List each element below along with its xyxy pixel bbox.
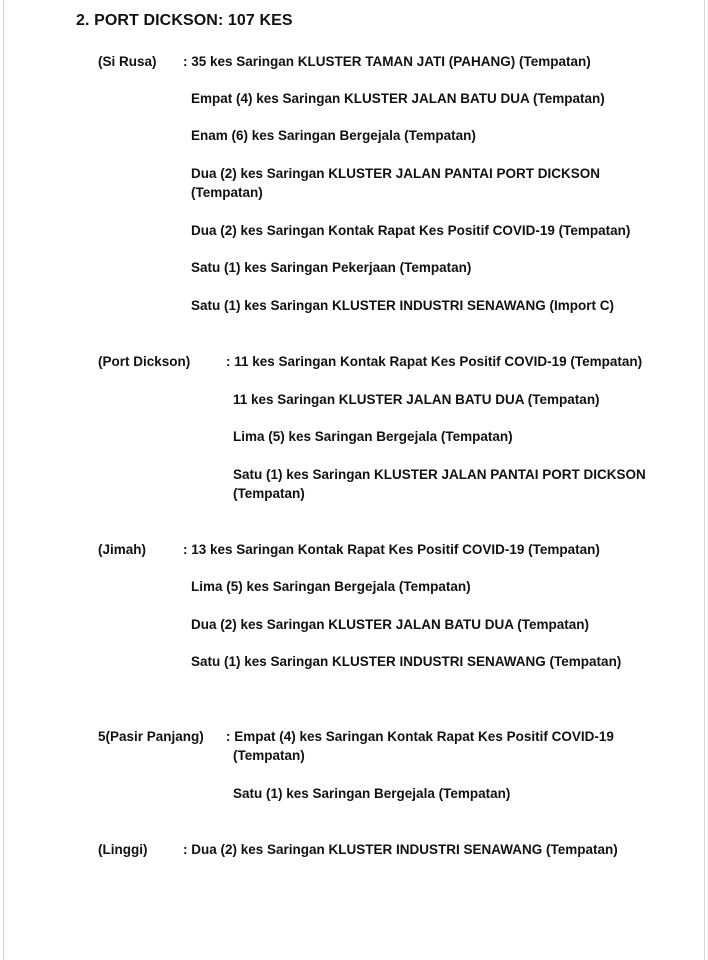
entry-si-rusa-7: Satu (1) kes Saringan KLUSTER INDUSTRI SENAWANG (Import C): [191, 298, 615, 313]
entry-si-rusa-3: Enam (6) kes Saringan Bergejala (Tempatan): [191, 128, 476, 143]
entry-port-dickson-4-cont: (Tempatan): [233, 486, 305, 501]
entry-jimah-1: : 13 kes Saringan Kontak Rapat Kes Positif COVID-19 (Tempatan): [183, 542, 600, 557]
entry-si-rusa-1: : 35 kes Saringan KLUSTER TAMAN JATI (PAHANG) (Tempatan): [183, 54, 591, 69]
entry-jimah-4: Satu (1) kes Saringan KLUSTER INDUSTRI SENAWANG (Tempatan): [191, 654, 622, 669]
entry-jimah-2: Lima (5) kes Saringan Bergejala (Tempatan): [191, 579, 471, 594]
entry-port-dickson-3: Lima (5) kes Saringan Bergejala (Tempatan): [233, 429, 513, 444]
entry-linggi-1: : Dua (2) kes Saringan KLUSTER INDUSTRI SENAWANG (Tempatan): [183, 842, 618, 857]
entry-port-dickson-2: 11 kes Saringan KLUSTER JALAN BATU DUA (Tempatan): [233, 392, 600, 407]
location-linggi: (Linggi): [98, 842, 148, 857]
location-port-dickson: (Port Dickson): [98, 354, 191, 369]
page-right-edge: [704, 0, 705, 960]
entry-si-rusa-4-cont: (Tempatan): [191, 185, 263, 200]
entry-port-dickson-1: : 11 kes Saringan Kontak Rapat Kes Positif COVID-19 (Tempatan): [226, 354, 643, 369]
entry-si-rusa-2: Empat (4) kes Saringan KLUSTER JALAN BATU DUA (Tempatan): [191, 91, 605, 106]
location-si-rusa: (Si Rusa): [98, 54, 157, 69]
entry-pasir-panjang-2: Satu (1) kes Saringan Bergejala (Tempatan): [233, 786, 511, 801]
page-left-edge: [3, 0, 4, 960]
location-jimah: (Jimah): [98, 542, 147, 557]
entry-pasir-panjang-1: : Empat (4) kes Saringan Kontak Rapat Kes Positif COVID-19: [226, 729, 614, 744]
location-pasir-panjang: 5(Pasir Panjang): [98, 729, 204, 744]
district-title: 2. PORT DICKSON: 107 KES: [76, 12, 293, 29]
entry-pasir-panjang-1-cont: (Tempatan): [233, 748, 305, 763]
entry-si-rusa-4: Dua (2) kes Saringan KLUSTER JALAN PANTAI PORT DICKSON: [191, 166, 601, 181]
entry-jimah-3: Dua (2) kes Saringan KLUSTER JALAN BATU DUA (Tempatan): [191, 617, 590, 632]
entry-port-dickson-4: Satu (1) kes Saringan KLUSTER JALAN PANTAI PORT DICKSON: [233, 467, 646, 482]
entry-si-rusa-5: Dua (2) kes Saringan Kontak Rapat Kes Positif COVID-19 (Tempatan): [191, 223, 631, 238]
entry-si-rusa-6: Satu (1) kes Saringan Pekerjaan (Tempatan): [191, 260, 472, 275]
